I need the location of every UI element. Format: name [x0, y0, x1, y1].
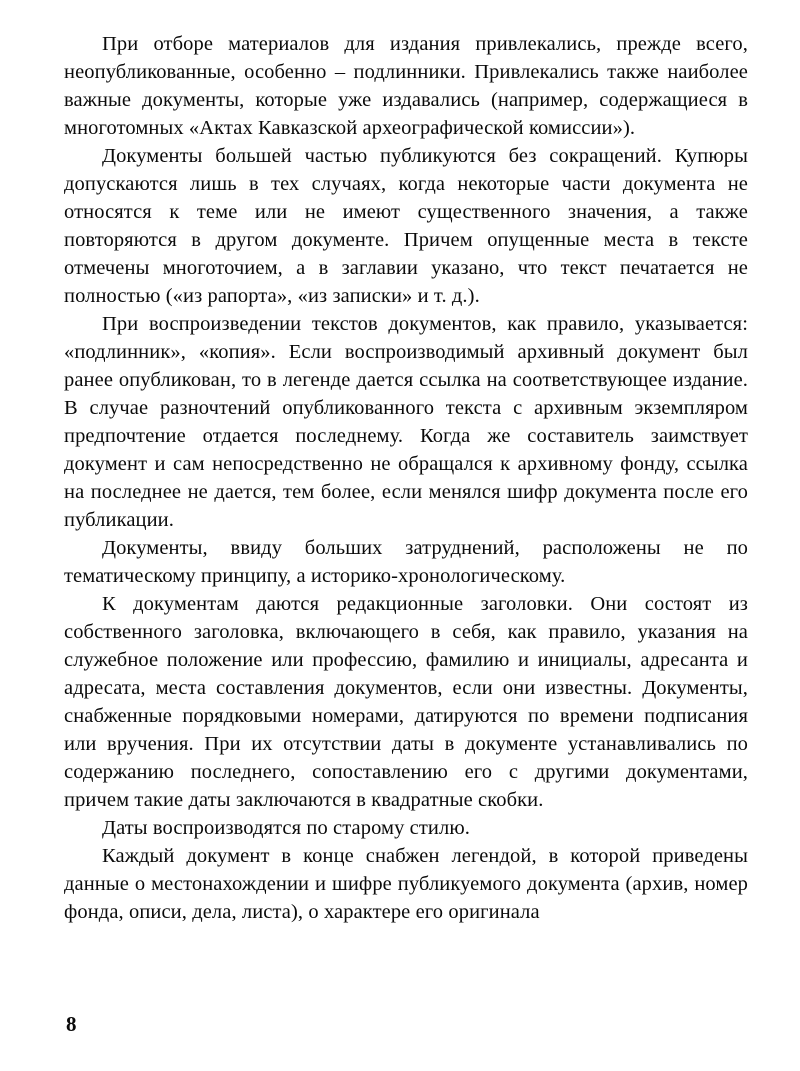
page-number: 8 [66, 1012, 77, 1036]
paragraph: При отборе материалов для издания привлекались, прежде всего, неопубликованные, особенно – подлинники. Привлекались также наиболее важные документы, которые уже издавались (например, содержащиеся в многотомных «Актах Кавказской археографической комиссии»). [64, 33, 748, 139]
paragraph: При воспроизведении текстов документов, как правило, указывается: «подлинник», «копия». Если воспроизводимый архивный документ был ранее опубликован, то в легенде дается ссылка на соответствующее издание. В случае разночтений опубликованного текста с архивным экземпляром предпочтение отдается последнему. Когда же составитель заимствует документ и сам непосредственно не обращался к архивному фонду, ссылка на последнее не дается, тем более, если менялся шифр документа после его публикации. [64, 313, 748, 531]
paragraph: Документы, ввиду больших затруднений, расположены не по тематическому принципу, а историко-хронологическому. [64, 537, 748, 587]
paragraph: К документам даются редакционные заголовки. Они состоят из собственного заголовка, включающего в себя, как правило, указания на служебное положение или профессию, фамилию и инициалы, адресанта и адресата, места составления документов, если они известны. Документы, снабженные порядковыми номерами, датируются по времени подписания или вручения. При их отсутствии даты в документе устанавливались по содержанию последнего, сопоставлению его с другими документами, причем такие даты заключаются в квадратные скобки. [64, 593, 748, 811]
text-block [64, 30, 748, 926]
paragraph: Документы большей частью публикуются без сокращений. Купюры допускаются лишь в тех случаях, когда некоторые части документа не относятся к теме или не имеют существенного значения, а также повторяются в другом документе. Причем опущенные места в тексте отмечены многоточием, а в заглавии указано, что текст печатается не полностью («из рапорта», «из записки» и т. д.). [64, 145, 748, 307]
paragraph: Даты воспроизводятся по старому стилю. [102, 817, 470, 839]
paragraph: Каждый документ в конце снабжен легендой, в которой приведены данные о местонахождении и шифре публикуемого документа (архив, номер фонда, описи, дела, листа), о характере его оригинала [64, 845, 748, 923]
